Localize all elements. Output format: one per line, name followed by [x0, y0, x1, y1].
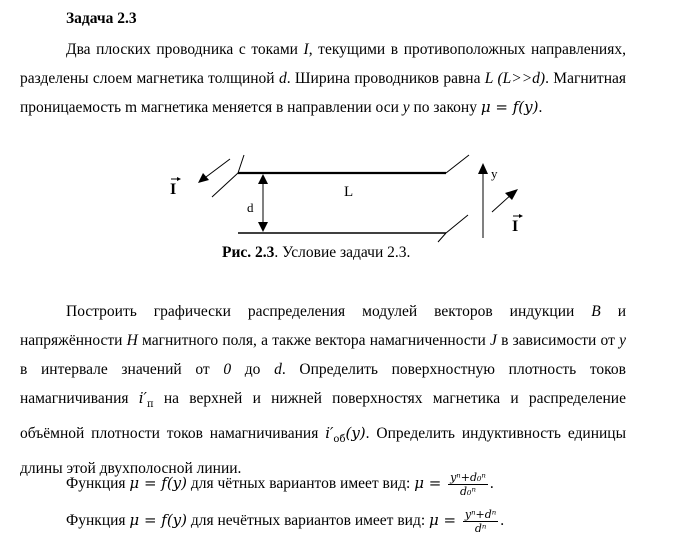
d-arrow-bottom [258, 222, 268, 232]
bottom-right-edge-front [438, 233, 446, 242]
text-run: . Магнитная проницаемость m магнетика меняется в направлении оси [20, 70, 626, 116]
task-paragraph [20, 297, 626, 483]
text-run: по закону [409, 99, 481, 116]
text-run: и напряжённости [20, 303, 627, 349]
value-zero: 0 [223, 361, 232, 378]
caption-label: Рис. 2.3 [222, 244, 275, 261]
fraction-denominator: d₀ⁿ [460, 485, 476, 498]
y-axis-arrow [478, 163, 488, 174]
top-left-edge-back [238, 155, 244, 173]
d-arrow-top [258, 174, 268, 184]
vector-tip-I-right [519, 214, 523, 218]
function-symbol: μ = f(y) [129, 511, 188, 530]
current-arrow-left-head [198, 173, 209, 183]
text-run: . [500, 512, 505, 530]
text-run: . Определить поверхностную плотность токов намагничивания [20, 361, 626, 407]
label-d: d [247, 200, 254, 215]
caption-text: . Условие задачи 2.3. [274, 244, 411, 261]
text-run: Функция [66, 512, 130, 530]
symbol-I: I [303, 41, 309, 58]
text-run: до [231, 361, 275, 378]
problem-statement [20, 35, 626, 122]
symbol-i-volume: $i'_{об}(y)$ [325, 424, 366, 445]
symbol-d: d [278, 70, 287, 87]
symbol-H: H [126, 332, 138, 349]
text-run: . Ширина проводников равна [286, 70, 485, 87]
function-symbol: μ = f(y) [129, 474, 188, 493]
formula-even-fraction [448, 471, 488, 498]
bottom-right-edge [446, 215, 468, 233]
figure-caption [222, 244, 410, 262]
figure-diagram [160, 152, 540, 244]
text-run: для чётных вариантов имеет вид: [187, 475, 415, 493]
symbol-B: B [591, 303, 601, 320]
symbol-y: y [619, 332, 626, 349]
symbol-J: J [490, 332, 497, 349]
text-run: в зависимости от [496, 332, 620, 349]
formula-lhs: μ = [429, 511, 461, 530]
fraction-denominator: dⁿ [474, 522, 487, 535]
formula-odd-line [66, 508, 504, 535]
text-run: . Определить индуктивность единицы длины этой двухполосной линии. [20, 425, 626, 477]
symbol-y: y [402, 99, 410, 116]
text-run: . [538, 99, 543, 116]
text-run: магнитного поля, а также вектора намагниченности [137, 332, 491, 349]
text-run: . [489, 475, 494, 493]
law-formula: μ = f(y) [480, 98, 539, 116]
label-I-right: I [512, 218, 519, 235]
fraction-numerator: yⁿ+d₀ⁿ [450, 471, 486, 484]
problem-title: Задача 2.3 [66, 10, 137, 27]
formula-even-line [66, 471, 494, 498]
label-L: L [344, 184, 354, 200]
text-run: на верхней и нижней поверхностях магнетика и распределение объёмной плотности токов намагничивания [20, 390, 626, 442]
fraction-numerator: yⁿ+dⁿ [464, 508, 497, 521]
formula-odd-fraction [463, 508, 498, 535]
vector-tip-I-left [177, 177, 181, 181]
symbol-i-surface: $i'_п$ [138, 389, 154, 410]
symbol-L: L [484, 70, 494, 87]
text-run: в интервале значений от [20, 361, 224, 378]
text-run: Два плоских проводника с токами [66, 41, 304, 58]
text-run: для нечётных вариантов имеет вид: [187, 512, 430, 530]
text-run: , текущими в противоположных направлениях, разделены слоем магнетика толщиной [20, 41, 626, 87]
symbol-d: d [274, 361, 282, 378]
condition-L-gg-d: (L>>d) [493, 70, 546, 87]
top-right-edge [446, 155, 469, 173]
text-run: Построить графически распределения модулей векторов индукции [66, 303, 592, 320]
formula-lhs: μ = [414, 474, 447, 493]
label-y: y [491, 166, 498, 181]
label-I-left: I [170, 181, 177, 198]
top-left-edge [212, 173, 238, 197]
text-run: Функция [66, 475, 130, 493]
